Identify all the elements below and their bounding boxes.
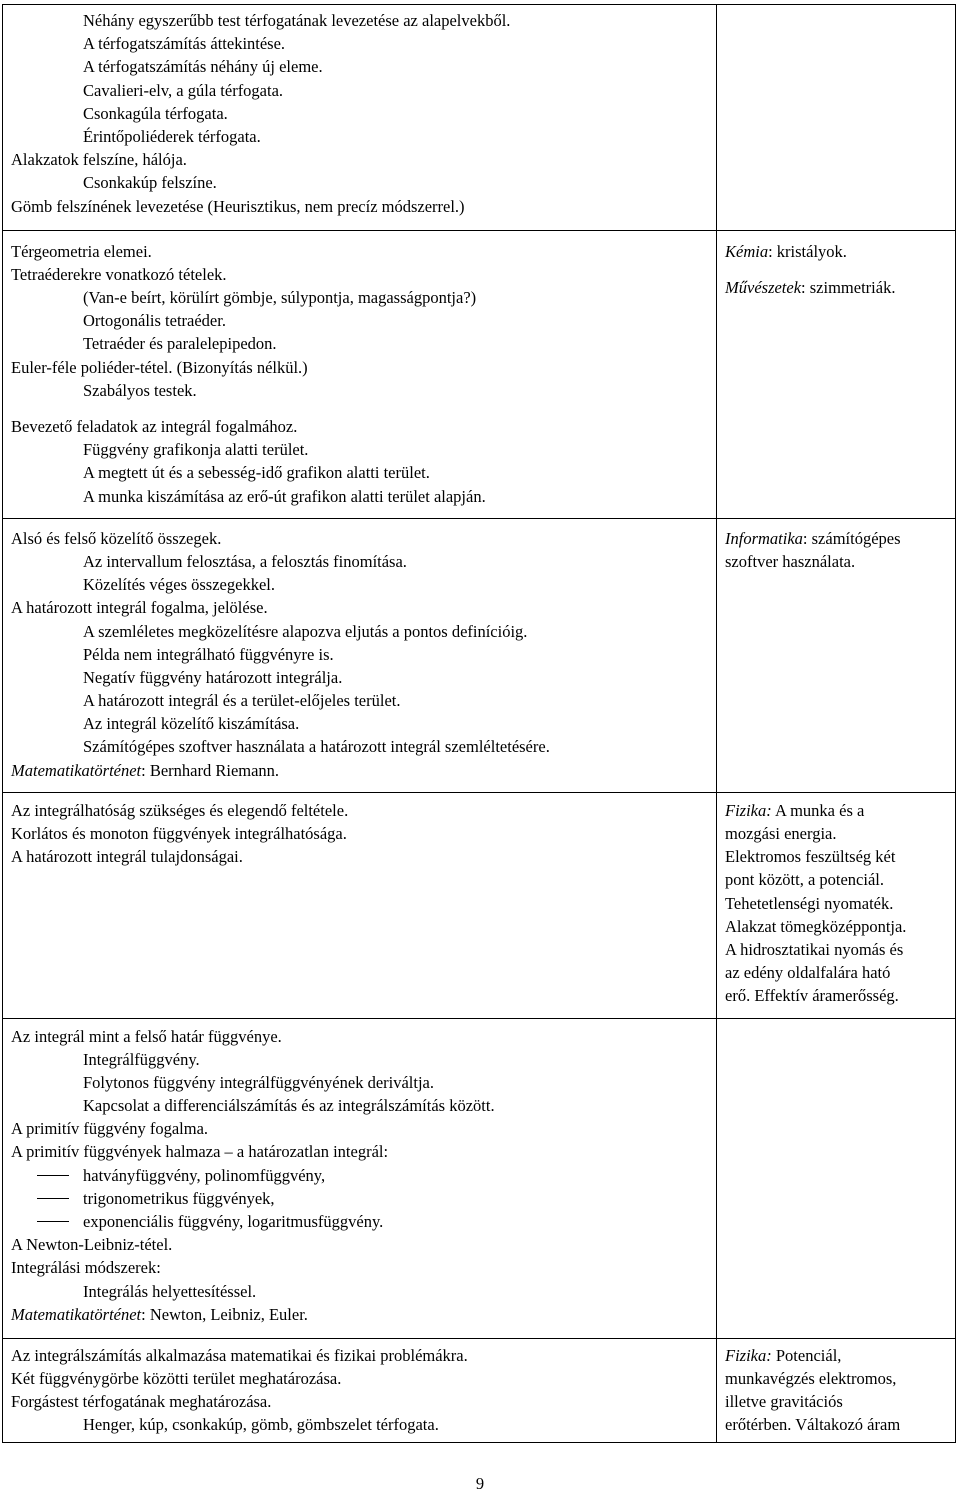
text-line bbox=[11, 1025, 716, 1048]
line-text: trigonometrikus függvények, bbox=[83, 1188, 275, 1208]
line-text: A primitív függvény fogalma. bbox=[11, 1119, 209, 1139]
bullet-list-item bbox=[11, 1164, 716, 1187]
line-text: Alsó és felső közelítő összegek. bbox=[11, 528, 222, 548]
line-text: : Newton, Leibniz, Euler. bbox=[141, 1304, 308, 1324]
table-row bbox=[3, 518, 956, 792]
line-text: A térfogatszámítás áttekintése. bbox=[83, 34, 286, 54]
dash-bullet-icon bbox=[37, 1175, 69, 1176]
line-text: Az integrálhatóság szükséges és elegendő feltétele. bbox=[11, 800, 349, 820]
text-line bbox=[11, 666, 716, 689]
cross-curricular-line bbox=[725, 799, 955, 822]
spacer bbox=[11, 402, 716, 415]
line-text: Ortogonális tetraéder. bbox=[83, 311, 226, 331]
text-line bbox=[11, 1344, 716, 1367]
line-text: pont között, a potenciál. bbox=[725, 870, 884, 890]
cross-curricular-line bbox=[725, 550, 955, 573]
text-line bbox=[11, 735, 716, 758]
text-line bbox=[11, 1303, 716, 1326]
line-text: hatványfüggvény, polinomfüggvény, bbox=[83, 1165, 326, 1185]
text-line bbox=[11, 712, 716, 735]
subject-label: Kémia bbox=[725, 241, 769, 261]
subject-label: Matematikatörténet bbox=[11, 1304, 142, 1324]
cross-curricular-line bbox=[725, 915, 955, 938]
text-line bbox=[11, 9, 716, 32]
cross-curricular-line bbox=[725, 938, 955, 961]
line-text: Függvény grafikonja alatti terület. bbox=[83, 440, 309, 460]
cross-curricular-line bbox=[725, 892, 955, 915]
text-line bbox=[11, 1256, 716, 1279]
line-text: A határozott integrál tulajdonságai. bbox=[11, 847, 243, 867]
line-text: Az integrál közelítő kiszámítása. bbox=[83, 714, 300, 734]
cross-curricular-line bbox=[725, 1413, 955, 1436]
subject-label: Informatika bbox=[725, 528, 803, 548]
line-text: exponenciális függvény, logaritmusfüggvény. bbox=[83, 1212, 384, 1231]
text-line bbox=[11, 550, 716, 573]
text-line bbox=[11, 1071, 716, 1094]
line-text: Tehetetlenségi nyomaték. bbox=[725, 893, 894, 913]
line-text: : számítógépes bbox=[802, 528, 901, 548]
bullet-list-item bbox=[11, 1210, 716, 1233]
text-line bbox=[11, 485, 716, 508]
line-text: Potenciál, bbox=[771, 1345, 842, 1365]
cross-curricular-line bbox=[725, 276, 955, 299]
line-text: erő. Effektív áramerősség. bbox=[725, 986, 899, 1006]
line-text: A térfogatszámítás néhány új eleme. bbox=[83, 57, 323, 77]
table-row bbox=[3, 792, 956, 1018]
content-cell bbox=[3, 518, 717, 792]
text-line bbox=[11, 1367, 716, 1390]
text-line bbox=[11, 415, 716, 438]
text-line bbox=[11, 799, 716, 822]
text-line bbox=[11, 689, 716, 712]
line-text: az edény oldalfalára ható bbox=[725, 963, 891, 983]
line-text: Tetraéder és paralelepipedon. bbox=[83, 334, 277, 354]
text-line bbox=[11, 240, 716, 263]
cross-curricular-cell bbox=[717, 1018, 956, 1338]
line-text: Alakzatok felszíne, hálója. bbox=[11, 150, 187, 170]
text-line bbox=[11, 1094, 716, 1117]
line-text: A határozott integrál fogalma, jelölése. bbox=[11, 598, 268, 618]
line-text: (Van-e beírt, körülírt gömbje, súlypontja, magasságpontja?) bbox=[83, 288, 477, 308]
line-text: Térgeometria elemei. bbox=[11, 241, 152, 261]
line-text: Gömb felszínének levezetése (Heurisztikus, nem precíz módszerrel.) bbox=[11, 196, 465, 216]
cross-curricular-cell bbox=[717, 1338, 956, 1443]
line-text: Forgástest térfogatának meghatározása. bbox=[11, 1391, 272, 1411]
cross-curricular-cell bbox=[717, 5, 956, 231]
table-row bbox=[3, 1338, 956, 1443]
line-text: Integrálási módszerek: bbox=[11, 1258, 161, 1278]
text-line bbox=[11, 1140, 716, 1163]
line-text: mozgási energia. bbox=[725, 824, 837, 843]
subject-label: Művészetek bbox=[725, 277, 802, 297]
text-line bbox=[11, 195, 716, 218]
text-line bbox=[11, 356, 716, 379]
line-text: Néhány egyszerűbb test térfogatának levezetése az alapelvekből. bbox=[83, 11, 511, 30]
line-text: A hidrosztatikai nyomás és bbox=[725, 939, 904, 959]
table-row bbox=[3, 5, 956, 231]
bullet-list-item bbox=[11, 1187, 716, 1210]
text-line bbox=[11, 102, 716, 125]
line-text: Bevezető feladatok az integrál fogalmához. bbox=[11, 417, 298, 436]
line-text: Érintőpoliéderek térfogata. bbox=[83, 126, 261, 146]
text-line bbox=[11, 171, 716, 194]
page-number: 9 bbox=[475, 1474, 485, 1493]
line-text: Az integrál mint a felső határ függvénye. bbox=[11, 1026, 282, 1046]
line-text: A Newton-Leibniz-tétel. bbox=[11, 1235, 173, 1255]
line-text: Elektromos feszültség két bbox=[725, 847, 896, 867]
line-text: illetve gravitációs bbox=[725, 1391, 843, 1411]
content-cell bbox=[3, 1018, 717, 1338]
cross-curricular-line bbox=[725, 527, 955, 550]
text-line bbox=[11, 79, 716, 102]
line-text: : Bernhard Riemann. bbox=[141, 760, 280, 780]
line-text: A primitív függvények halmaza – a határozatlan integrál: bbox=[11, 1142, 389, 1162]
line-text: Számítógépes szoftver használata a határozott integrál szemléltetésére. bbox=[83, 737, 550, 757]
line-text: munkavégzés elektromos, bbox=[725, 1368, 897, 1388]
cross-curricular-line bbox=[725, 868, 955, 891]
text-line bbox=[11, 1280, 716, 1303]
line-text: Korlátos és monoton függvények integrálhatósága. bbox=[11, 824, 347, 843]
text-line bbox=[11, 125, 716, 148]
dash-bullet-icon bbox=[37, 1221, 69, 1222]
cross-curricular-line bbox=[725, 1344, 955, 1367]
cross-curricular-line bbox=[725, 822, 955, 845]
line-text: Folytonos függvény integrálfüggvényének deriváltja. bbox=[83, 1072, 434, 1092]
line-text: Az intervallum felosztása, a felosztás finomítása. bbox=[83, 551, 407, 571]
line-text: Példa nem integrálható függvényre is. bbox=[83, 644, 334, 664]
text-line bbox=[11, 643, 716, 666]
cross-curricular-line bbox=[725, 1367, 955, 1390]
line-text: Integrálás helyettesítéssel. bbox=[83, 1281, 257, 1301]
text-line bbox=[11, 461, 716, 484]
text-line bbox=[11, 263, 716, 286]
cross-curricular-line bbox=[725, 845, 955, 868]
text-line bbox=[11, 759, 716, 782]
text-line bbox=[11, 620, 716, 643]
line-text: : kristályok. bbox=[768, 241, 847, 261]
line-text: Alakzat tömegközéppontja. bbox=[725, 916, 907, 936]
table-row bbox=[3, 230, 956, 518]
line-text: A munka és a bbox=[771, 800, 865, 820]
content-cell bbox=[3, 230, 717, 518]
text-line bbox=[11, 1117, 716, 1140]
cross-curricular-line bbox=[725, 1390, 955, 1413]
text-line bbox=[11, 1413, 716, 1436]
line-text: Euler-féle poliéder-tétel. (Bizonyítás nélkül.) bbox=[11, 357, 308, 377]
curriculum-table-body bbox=[3, 5, 956, 1443]
line-text: A megtett út és a sebesség-idő grafikon alatti terület. bbox=[83, 463, 430, 483]
line-text: Szabályos testek. bbox=[83, 380, 197, 400]
curriculum-table bbox=[2, 4, 956, 1443]
text-line bbox=[11, 148, 716, 171]
text-line bbox=[11, 309, 716, 332]
dash-bullet-icon bbox=[37, 1198, 69, 1199]
line-text: Csonkagúla térfogata. bbox=[83, 103, 228, 123]
content-cell bbox=[3, 1338, 717, 1443]
text-line bbox=[11, 438, 716, 461]
line-text: Csonkakúp felszíne. bbox=[83, 173, 217, 193]
cross-curricular-line bbox=[725, 961, 955, 984]
content-cell bbox=[3, 5, 717, 231]
text-line bbox=[11, 822, 716, 845]
line-text: Tetraéderekre vonatkozó tételek. bbox=[11, 264, 227, 284]
line-text: : szimmetriák. bbox=[801, 277, 896, 297]
cross-curricular-cell bbox=[717, 518, 956, 792]
text-line bbox=[11, 332, 716, 355]
text-line bbox=[11, 55, 716, 78]
line-text: Közelítés véges összegekkel. bbox=[83, 575, 275, 595]
subject-label: Fizika: bbox=[725, 800, 772, 820]
text-line bbox=[11, 573, 716, 596]
line-text: Az integrálszámítás alkalmazása matematikai és fizikai problémákra. bbox=[11, 1345, 468, 1365]
line-text: Henger, kúp, csonkakúp, gömb, gömbszelet térfogata. bbox=[83, 1415, 439, 1435]
subject-label: Matematikatörténet bbox=[11, 760, 142, 780]
subject-label: Fizika: bbox=[725, 1345, 772, 1365]
line-text: Negatív függvény határozott integrálja. bbox=[83, 667, 343, 687]
text-line bbox=[11, 286, 716, 309]
line-text: A szemléletes megközelítésre alapozva eljutás a pontos definícióig. bbox=[83, 621, 528, 641]
cross-curricular-cell bbox=[717, 230, 956, 518]
text-line bbox=[11, 527, 716, 550]
line-text: szoftver használata. bbox=[725, 551, 856, 571]
cross-curricular-cell bbox=[717, 792, 956, 1018]
text-line bbox=[11, 379, 716, 402]
text-line bbox=[11, 1390, 716, 1413]
cross-curricular-line bbox=[725, 240, 955, 263]
text-line bbox=[11, 32, 716, 55]
cross-curricular-line bbox=[725, 984, 955, 1007]
line-text: Két függvénygörbe közötti terület meghatározása. bbox=[11, 1368, 342, 1388]
line-text: erőtérben. Váltakozó áram bbox=[725, 1415, 901, 1435]
text-line bbox=[11, 596, 716, 619]
table-row bbox=[3, 1018, 956, 1338]
line-text: Cavalieri-elv, a gúla térfogata. bbox=[83, 80, 284, 100]
text-line bbox=[11, 1233, 716, 1256]
line-text: A határozott integrál és a terület-előjeles terület. bbox=[83, 691, 401, 711]
line-text: A munka kiszámítása az erő-út grafikon alatti terület alapján. bbox=[83, 486, 486, 506]
line-text: Integrálfüggvény. bbox=[83, 1049, 200, 1069]
line-text: Kapcsolat a differenciálszámítás és az integrálszámítás között. bbox=[83, 1096, 495, 1116]
content-cell bbox=[3, 792, 717, 1018]
text-line bbox=[11, 1048, 716, 1071]
text-line bbox=[11, 845, 716, 868]
